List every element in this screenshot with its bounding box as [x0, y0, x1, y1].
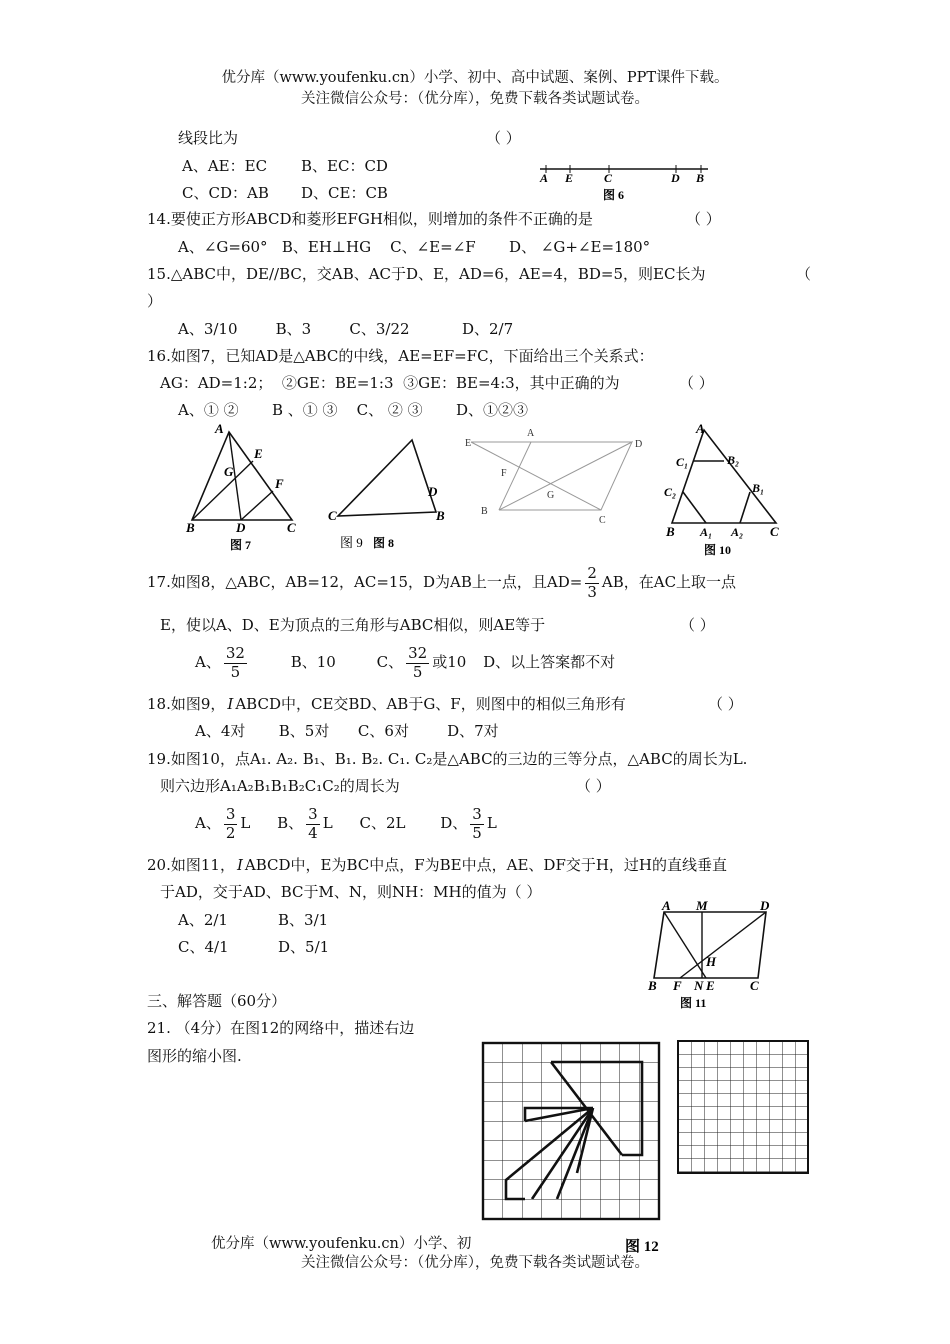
fig9-label-d: D [635, 439, 643, 450]
q17-option-c-tail: 或10 [432, 653, 467, 671]
figure-12 [478, 1035, 818, 1260]
q19-option-b-fraction [306, 806, 320, 842]
fig11-caption: 图 11 [680, 996, 707, 1010]
fig11-label-f: F [673, 978, 682, 993]
q17-stem-a: 17.如图8，△ABC，AB=12，AC=15，D为AB上一点，且AD= [147, 573, 583, 591]
fig7-label-f: F [275, 476, 284, 491]
q20-line2: 于AD，交于AD、BC于M、N，则NH：MH的值为（ ） [160, 883, 542, 901]
q18-paren: （ ） [708, 695, 743, 713]
q16-paren: （ ） [679, 374, 714, 392]
q19-option-d-unit: L [486, 814, 497, 832]
fig8-caption: 图 8 [373, 536, 395, 550]
header-line-2: 关注微信公众号：（优分库），免费下载各类试题试卷。 [301, 91, 649, 107]
q17-option-a: A、 [195, 653, 221, 671]
q19-option-b-num: 3 [308, 805, 318, 824]
q20-option-b: B、3/1 [278, 911, 329, 929]
fig10-label-b: B [666, 524, 675, 539]
q19-option-a: A、 [195, 814, 221, 832]
q15-paren-open: （ [796, 265, 812, 283]
q20-stem-b: ABCD中，E为BC中点，F为BE中点，AE、DF交于H，过H的直线垂直 [244, 856, 728, 874]
q19-stem: 19.如图10，点A₁. A₂. B₁、B₁. B₂. C₁. C₂是△ABC的三边的三等分点，△ABC的周长为L. [147, 750, 748, 768]
fig10-label-c2: C₂ [664, 485, 677, 499]
fig11-label-e: E [706, 978, 715, 993]
fig11-label-b: B [648, 978, 657, 993]
fig10-label-b2: B₂ [727, 453, 740, 467]
q17-stem-b: AB，在AC上取一点 [601, 573, 737, 591]
q19-option-a-unit: L [240, 814, 251, 832]
q19-paren: （ ） [576, 777, 611, 795]
q17-fraction [585, 565, 599, 601]
q18-stem-a: 18.如图9， [147, 695, 226, 713]
q17-option-c-den: 5 [412, 662, 423, 681]
fig7-caption: 图 7 [230, 538, 252, 552]
parallelogram-symbol: I [236, 856, 243, 874]
q17-option-a-den: 5 [230, 662, 241, 681]
q19-line2: 则六边形A₁A₂B₁B₁B₂C₁C₂的周长为 [160, 777, 400, 795]
q13-option-c: C、CD：AB [182, 184, 269, 202]
q13-paren: （ ） [486, 129, 521, 147]
fig7-label-g: G [224, 464, 234, 479]
q19-option-a-den: 2 [225, 823, 236, 842]
q17-option-a-fraction [224, 645, 247, 681]
q20-option-c: C、4/1 [178, 938, 229, 956]
q20-option-d: D、5/1 [278, 938, 330, 956]
q18-stem [147, 693, 626, 714]
fig10-label-a2: A₂ [731, 525, 744, 539]
q19-option-d-num: 3 [472, 805, 482, 824]
q17-line2: E，使以A、D、E为顶点的三角形与ABC相似，则AE等于 [160, 616, 546, 634]
fig12-caption: 图 12 [625, 1239, 659, 1255]
q19-option-b-unit: L [322, 814, 333, 832]
q16-stem: 16.如图7，已知AD是△ABC的中线，AE=EF=FC，下面给出三个关系式： [147, 347, 654, 365]
q17-line1 [147, 560, 736, 604]
fig11-label-a: A [662, 898, 671, 913]
fig6-label-b: B [696, 171, 705, 185]
q17-frac-num: 2 [587, 564, 597, 583]
fig6-label-e: E [565, 171, 574, 185]
fig10-label-a1: A₁ [700, 525, 713, 539]
q20-stem-a: 20.如图11， [147, 856, 235, 874]
q19-options [195, 801, 497, 845]
q19-option-d: D、 [440, 814, 468, 832]
q19-option-a-num: 3 [225, 805, 236, 824]
figure-6 [530, 158, 720, 204]
fig7-label-b: B [186, 520, 195, 535]
fig7-label-c: C [287, 520, 296, 535]
fig8-label-d: D [428, 484, 438, 499]
fig12-grid-left [483, 1043, 659, 1219]
q18-options: A、4对 B、5对 C、6对 D、7对 [195, 722, 499, 740]
q17-option-c: C、 [376, 653, 404, 671]
figure-11 [640, 898, 790, 1013]
q19-option-a-fraction [224, 806, 238, 842]
q19-option-b-den: 4 [308, 823, 318, 842]
q17-options [195, 640, 615, 684]
figure-7 [182, 420, 307, 555]
fig11-label-h: H [706, 954, 717, 969]
fig10-caption: 图 10 [704, 543, 732, 557]
figure-9 [455, 420, 655, 535]
fig11-label-d: D [760, 898, 770, 913]
q21-line1: 21. （4分）在图12的网络中，描述右边 [147, 1019, 415, 1037]
q16-options: A、① ② B 、① ③ C、 ② ③ D、①②③ [178, 401, 529, 419]
fig9-label-e: E [465, 438, 472, 449]
footer-line-2: 关注微信公众号：（优分库），免费下载各类试题试卷。 [301, 1255, 649, 1271]
fig9-label-f: F [501, 468, 507, 479]
fig10-label-c1: C₁ [676, 455, 689, 469]
q15-paren-close: ） [147, 292, 163, 310]
fig10-label-a: A [696, 421, 705, 436]
q19-option-d-fraction [470, 806, 484, 842]
figure-10 [660, 420, 785, 560]
q13-option-d: D、CE：CB [301, 184, 388, 202]
q17-option-c-num: 32 [408, 644, 428, 663]
fig8-caption-prefix: 图 9 [340, 535, 363, 550]
q15-stem: 15.△ABC中，DE//BC，交AB、AC于D、E，AD=6，AE=4，BD=5，则EC长为 [147, 265, 706, 283]
q17-option-a-num: 32 [225, 644, 245, 663]
q15-options: A、3/10 B、3 C、3/22 D、2/7 [178, 320, 514, 338]
fig6-label-a: A [540, 171, 549, 185]
q17-option-c-fraction [406, 645, 429, 681]
section-3-title: 三、解答题（60分） [147, 992, 287, 1010]
fig11-label-n: N [694, 978, 704, 993]
fig9-label-a: A [527, 428, 535, 439]
fig9-label-b: B [481, 506, 488, 517]
fig8-label-b: B [436, 508, 445, 523]
q17-option-b: B、10 [290, 653, 336, 671]
fig11-label-c: C [750, 978, 759, 993]
q20-stem [147, 854, 727, 875]
q17-frac-den: 3 [587, 582, 597, 601]
q14-paren: （ ） [686, 210, 721, 228]
fig9-label-c: C [599, 515, 606, 526]
fig6-label-c: C [604, 171, 613, 185]
q16-relations: AG：AD=1:2； ②GE：BE=1:3 ③GE：BE=4:3，其中正确的为 [160, 374, 620, 392]
fig10-label-c: C [770, 524, 779, 539]
fig7-label-e: E [254, 446, 263, 461]
q20-option-a: A、2/1 [178, 911, 228, 929]
fig11-label-m: M [696, 898, 708, 913]
q13-option-a: A、AE：EC [182, 157, 268, 175]
fig10-label-b1: B₁ [752, 481, 765, 495]
q19-option-d-den: 5 [472, 823, 482, 842]
q21-line2: 图形的缩小图. [147, 1047, 242, 1065]
q13-option-b: B、EC：CD [301, 157, 388, 175]
figure-8 [318, 430, 453, 555]
q14-stem: 14.要使正方形ABCD和菱形EFGH相似，则增加的条件不正确的是 [147, 210, 593, 228]
q19-option-c: C、2L [359, 814, 406, 832]
parallelogram-symbol: I [227, 695, 234, 713]
fig6-caption: 图 6 [603, 188, 625, 202]
fig7-label-d: D [236, 520, 246, 535]
header-line-1: 优分库（www.youfenku.cn）小学、初中、高中试题、案例、PPT课件下载。 [221, 70, 729, 86]
q17-option-d: D、以上答案都不对 [483, 653, 616, 671]
q13-tail: 线段比为 [178, 129, 239, 147]
fig12-grid-right [678, 1041, 808, 1173]
fig9-label-g: G [547, 490, 555, 501]
fig8-label-c: C [328, 508, 337, 523]
footer-line-1: 优分库（www.youfenku.cn）小学、初 [211, 1236, 472, 1252]
q14-options: A、∠G=60° B、EH⊥HG C、∠E=∠F D、 ∠G+∠E=180° [178, 238, 651, 256]
fig6-label-d: D [671, 171, 680, 185]
fig7-label-a: A [215, 421, 224, 436]
q17-paren: （ ） [680, 616, 715, 634]
q18-stem-b: ABCD中，CE交BD、AB于G、F，则图中的相似三角形有 [235, 695, 626, 713]
q19-option-b: B、 [277, 814, 304, 832]
